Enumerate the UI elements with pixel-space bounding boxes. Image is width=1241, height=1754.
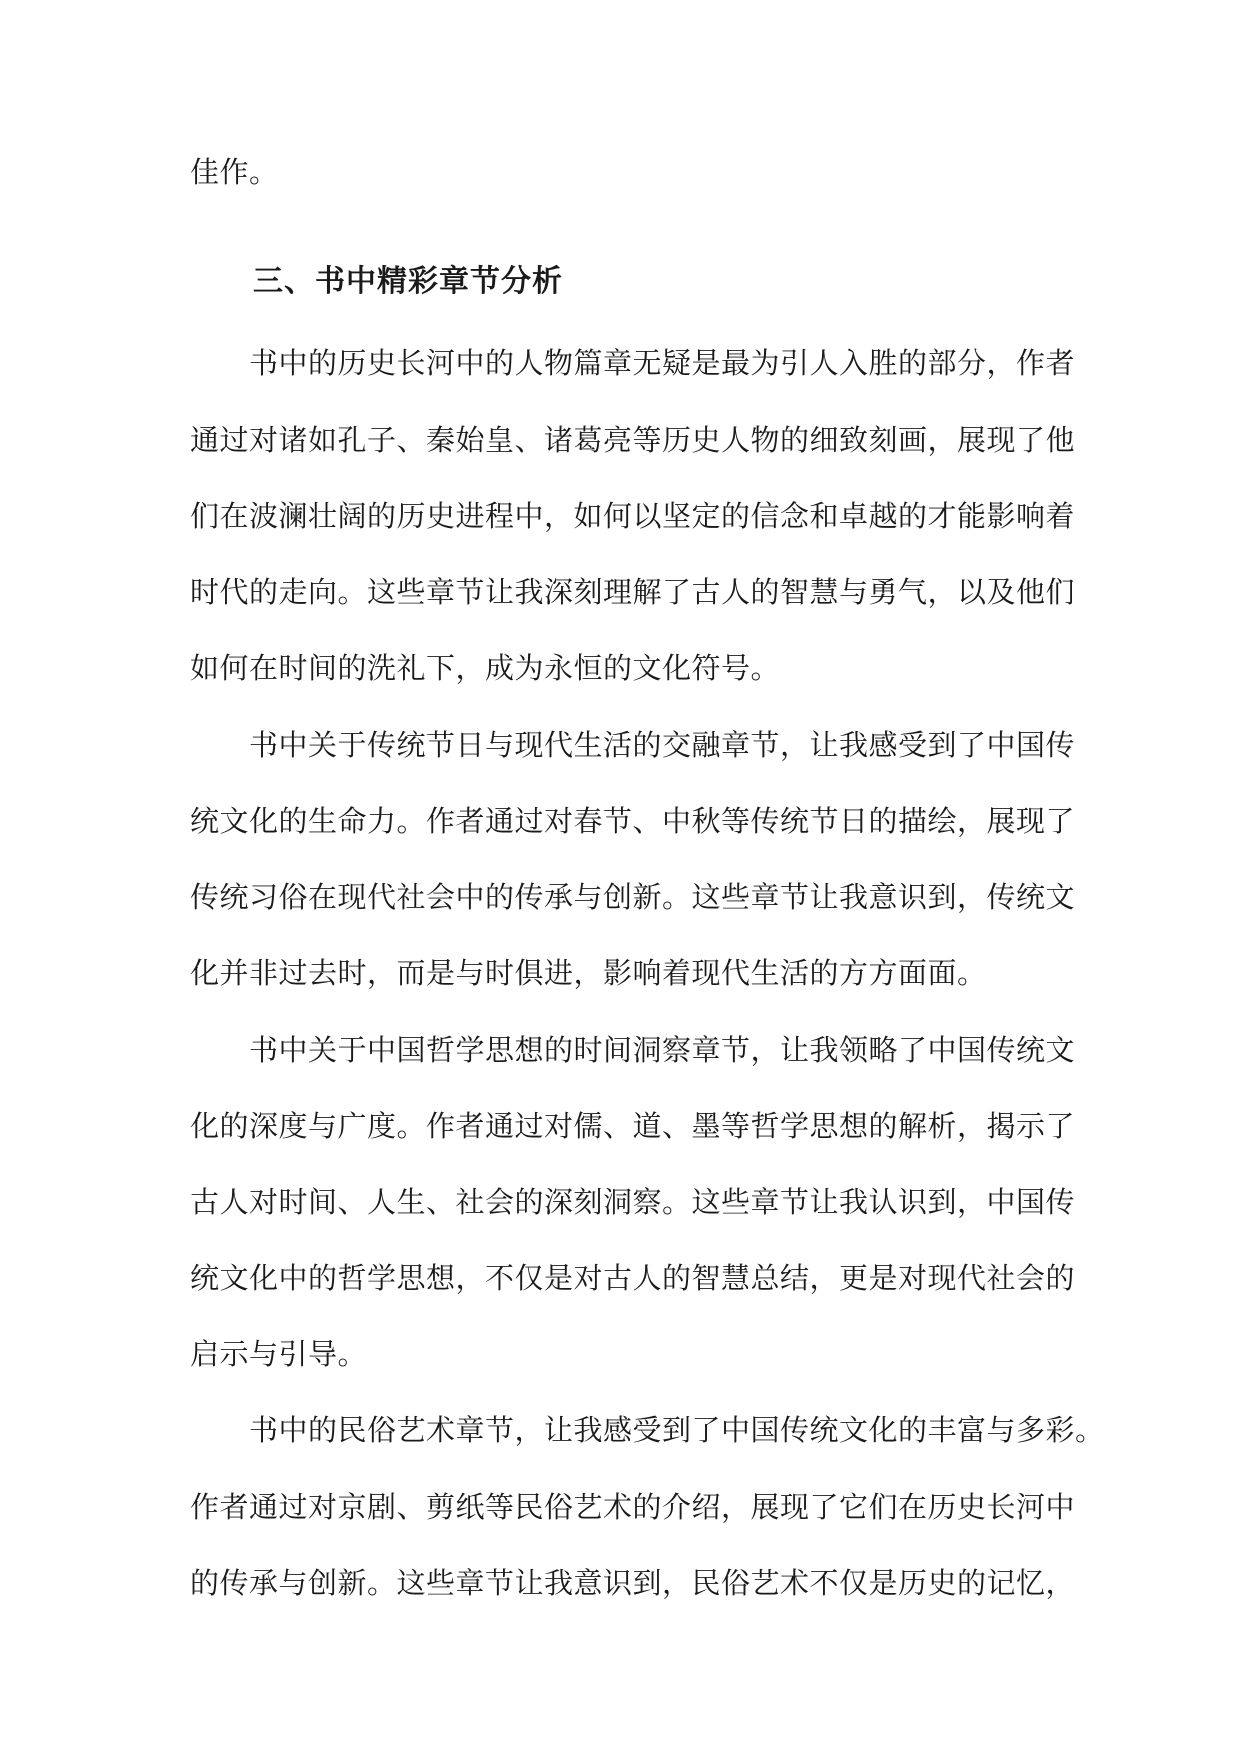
- paragraph-line: 们在波澜壮阔的历史进程中，如何以坚定的信念和卓越的才能影响着: [190, 499, 1076, 533]
- continuation-text: 佳作。: [190, 155, 279, 189]
- paragraph-line: 的传承与创新。这些章节让我意识到，民俗艺术不仅是历史的记忆，: [190, 1566, 1076, 1600]
- section-heading: 三、书中精彩章节分析: [253, 264, 563, 299]
- paragraph-line: 传统习俗在现代社会中的传承与创新。这些章节让我意识到，传统文: [190, 880, 1076, 914]
- paragraph-line: 统文化的生命力。作者通过对春节、中秋等传统节日的描绘，展现了: [190, 804, 1076, 838]
- paragraph-line: 如何在时间的洗礼下，成为永恒的文化符号。: [190, 651, 781, 685]
- paragraph-line: 书中的历史长河中的人物篇章无疑是最为引人入胜的部分，作者: [249, 346, 1076, 380]
- paragraph-line: 书中关于传统节日与现代生活的交融章节，让我感受到了中国传: [249, 728, 1076, 762]
- paragraph-line: 统文化中的哲学思想，不仅是对古人的智慧总结，更是对现代社会的: [190, 1261, 1076, 1295]
- paragraph-line: 书中关于中国哲学思想的时间洞察章节，让我领略了中国传统文: [249, 1033, 1076, 1067]
- paragraph-line: 化的深度与广度。作者通过对儒、道、墨等哲学思想的解析，揭示了: [190, 1109, 1076, 1143]
- paragraph-line: 作者通过对京剧、剪纸等民俗艺术的介绍，展现了它们在历史长河中: [190, 1490, 1076, 1524]
- paragraph-line: 书中的民俗艺术章节，让我感受到了中国传统文化的丰富与多彩。: [249, 1413, 1105, 1447]
- paragraph-line: 化并非过去时，而是与时俱进，影响着现代生活的方方面面。: [190, 956, 987, 990]
- paragraph-line: 通过对诸如孔子、秦始皇、诸葛亮等历史人物的细致刻画，展现了他: [190, 423, 1076, 457]
- paragraph-line: 古人对时间、人生、社会的深刻洞察。这些章节让我认识到，中国传: [190, 1185, 1076, 1219]
- paragraph-line: 时代的走向。这些章节让我深刻理解了古人的智慧与勇气，以及他们: [190, 575, 1076, 609]
- paragraph-line: 启示与引导。: [190, 1337, 368, 1371]
